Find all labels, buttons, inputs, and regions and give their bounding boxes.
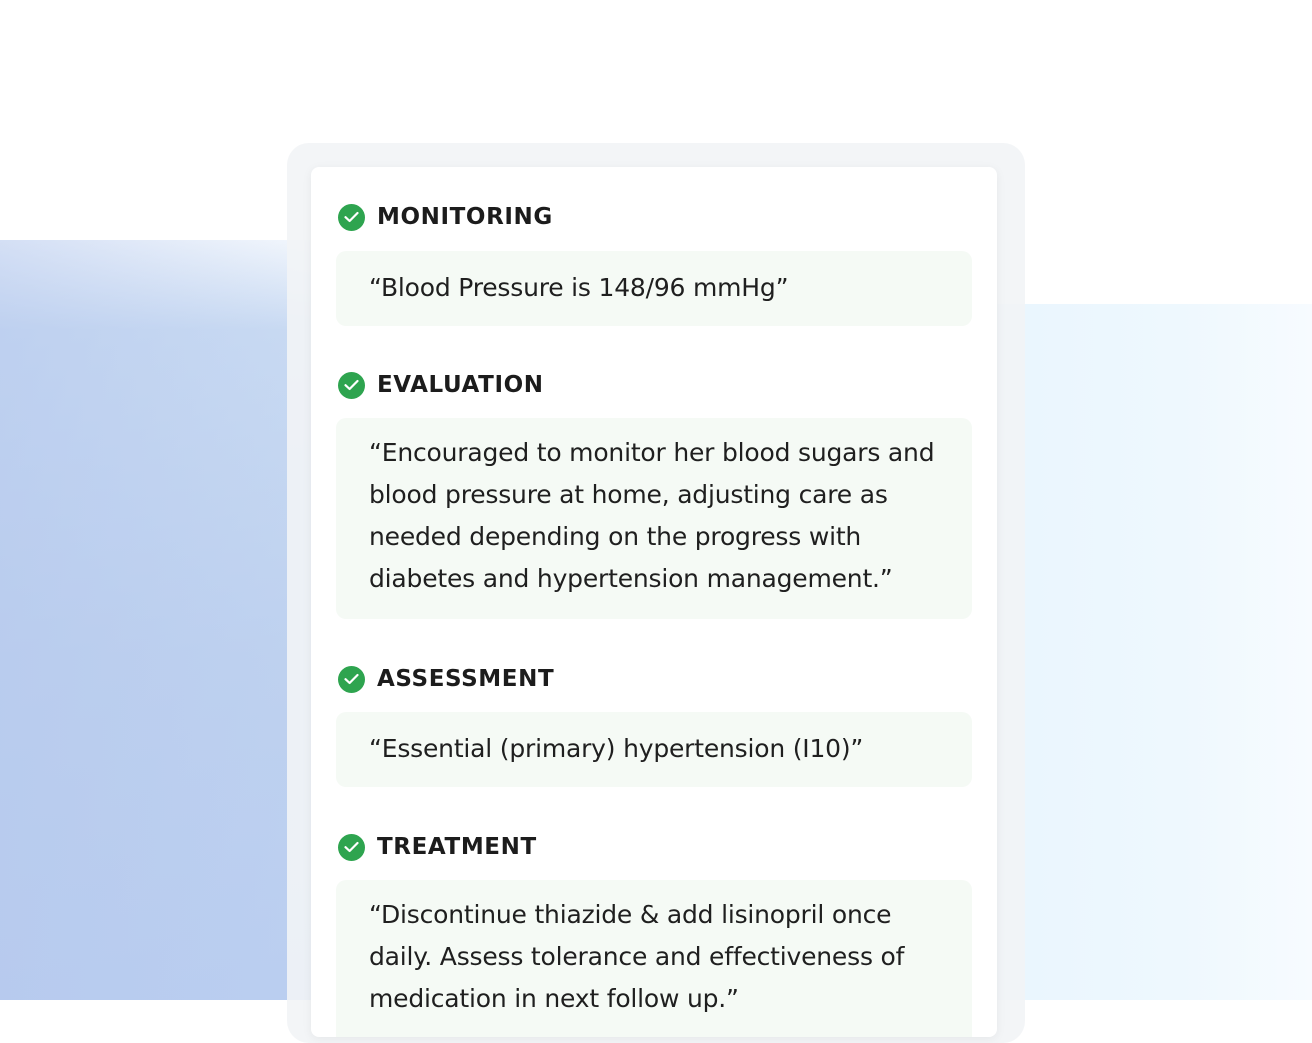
section-header-monitoring <box>338 203 553 231</box>
quote-box-assessment: “Essential (primary) hypertension (I10)” <box>336 712 972 787</box>
section-header-assessment <box>338 665 554 693</box>
background-gradient-left <box>0 240 330 1000</box>
check-circle-icon <box>338 372 365 399</box>
section-title: EVALUATION <box>377 372 544 398</box>
section-title: ASSESSMENT <box>377 666 555 692</box>
section-header-evaluation <box>338 371 544 399</box>
check-circle-icon <box>338 204 365 231</box>
quote-box-evaluation: “Encouraged to monitor her blood sugars and blood pressure at home, adjusting care as needed depending on the progress with diabetes and hypertension management.” <box>336 418 972 619</box>
section-title: MONITORING <box>377 204 553 230</box>
quote-box-treatment: “Discontinue thiazide & add lisinopril once daily. Assess tolerance and effectiveness of medication in next follow up.” <box>336 880 972 1037</box>
check-circle-icon <box>338 834 365 861</box>
clinical-note-card <box>311 167 997 1037</box>
section-header-treatment <box>338 833 537 861</box>
check-circle-icon <box>338 666 365 693</box>
quote-box-monitoring: “Blood Pressure is 148/96 mmHg” <box>336 251 972 326</box>
section-title: TREATMENT <box>377 834 537 860</box>
background-gradient-right <box>980 304 1312 1000</box>
